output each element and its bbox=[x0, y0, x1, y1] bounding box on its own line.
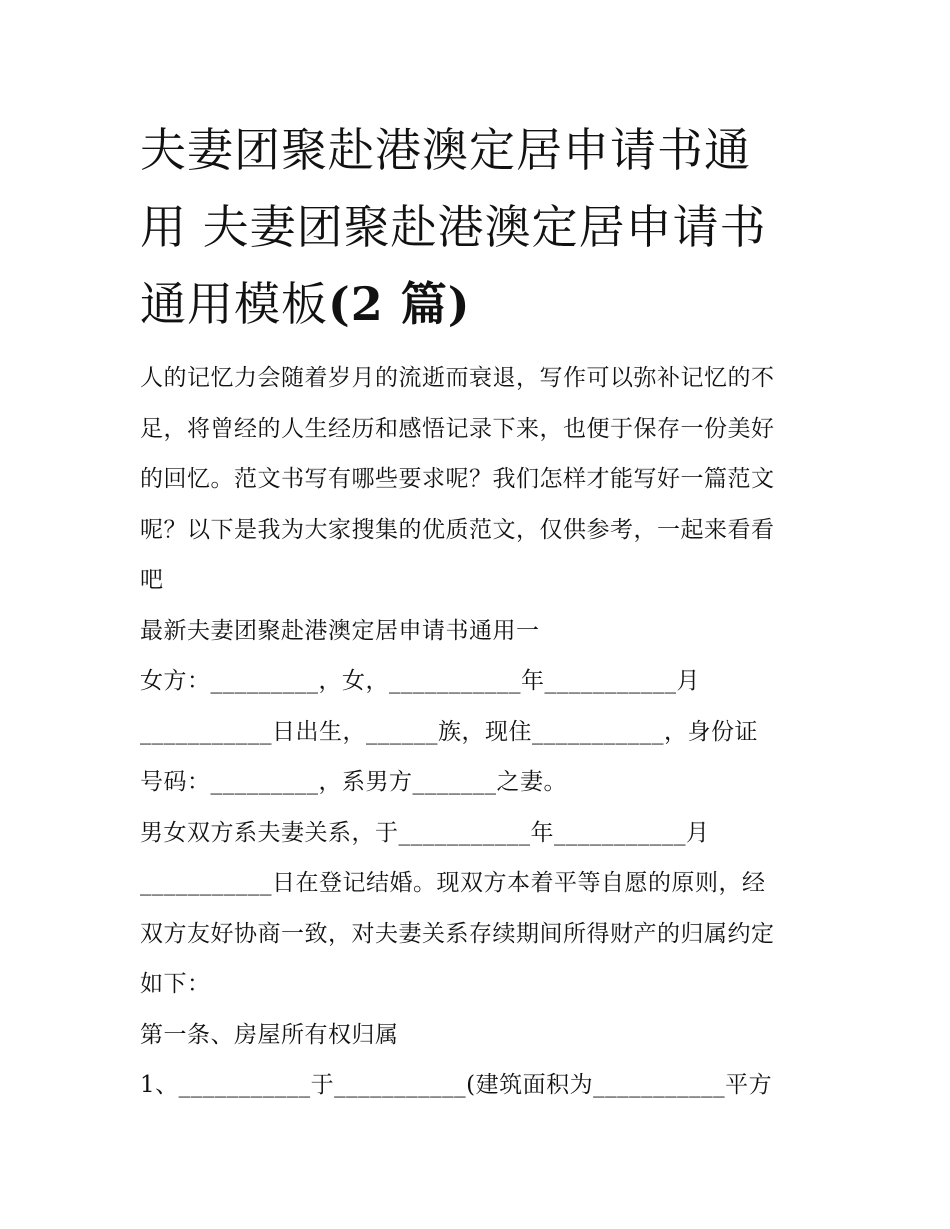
clause-paragraph bbox=[140, 1060, 820, 1111]
document-title bbox=[140, 112, 820, 343]
female-party-paragraph bbox=[140, 656, 820, 808]
article-heading bbox=[140, 1010, 820, 1061]
title-line: 通用模板(2 篇) bbox=[140, 277, 471, 331]
intro-paragraph bbox=[140, 353, 820, 606]
text-line: 1、___________于___________(建筑面积为___________平方 bbox=[140, 1072, 773, 1098]
text-line: ___________日在登记结婚。现双方本着平等自愿的原则，经 bbox=[140, 870, 766, 896]
title-count: (2 篇) bbox=[328, 277, 471, 331]
title-line: 用 夫妻团聚赴港澳定居申请书 bbox=[140, 200, 767, 254]
text-line: 吧 bbox=[140, 567, 164, 593]
text-line: 的回忆。范文书写有哪些要求呢？我们怎样才能写好一篇范文 bbox=[140, 466, 775, 492]
text-line: 最新夫妻团聚赴港澳定居申请书通用一 bbox=[140, 617, 540, 644]
text-line: 如下： bbox=[140, 971, 211, 997]
document-page bbox=[140, 112, 820, 1111]
text-line: 人的记忆力会随着岁月的流逝而衰退，写作可以弥补记忆的不 bbox=[140, 365, 775, 391]
text-line: 号码：_________，系男方_______之妻。 bbox=[140, 769, 567, 795]
text-line: 女方：_________，女，___________年___________月 bbox=[140, 668, 700, 694]
title-line: 夫妻团聚赴港澳定居申请书通 bbox=[140, 123, 751, 177]
text-line: 第一条、房屋所有权归属 bbox=[140, 1021, 399, 1048]
text-line: 足，将曾经的人生经历和感悟记录下来，也便于保存一份美好 bbox=[140, 415, 775, 442]
text-line: ___________日出生，______族，现住___________，身份证 bbox=[140, 718, 758, 745]
marriage-paragraph bbox=[140, 808, 820, 1010]
text-line: 男女双方系夫妻关系，于___________年___________月 bbox=[140, 819, 710, 846]
text-line: 双方友好协商一致，对夫妻关系存续期间所得财产的归属约定 bbox=[140, 920, 775, 947]
section-heading bbox=[140, 606, 820, 657]
text-line: 呢？以下是我为大家搜集的优质范文，仅供参考，一起来看看 bbox=[140, 516, 775, 543]
